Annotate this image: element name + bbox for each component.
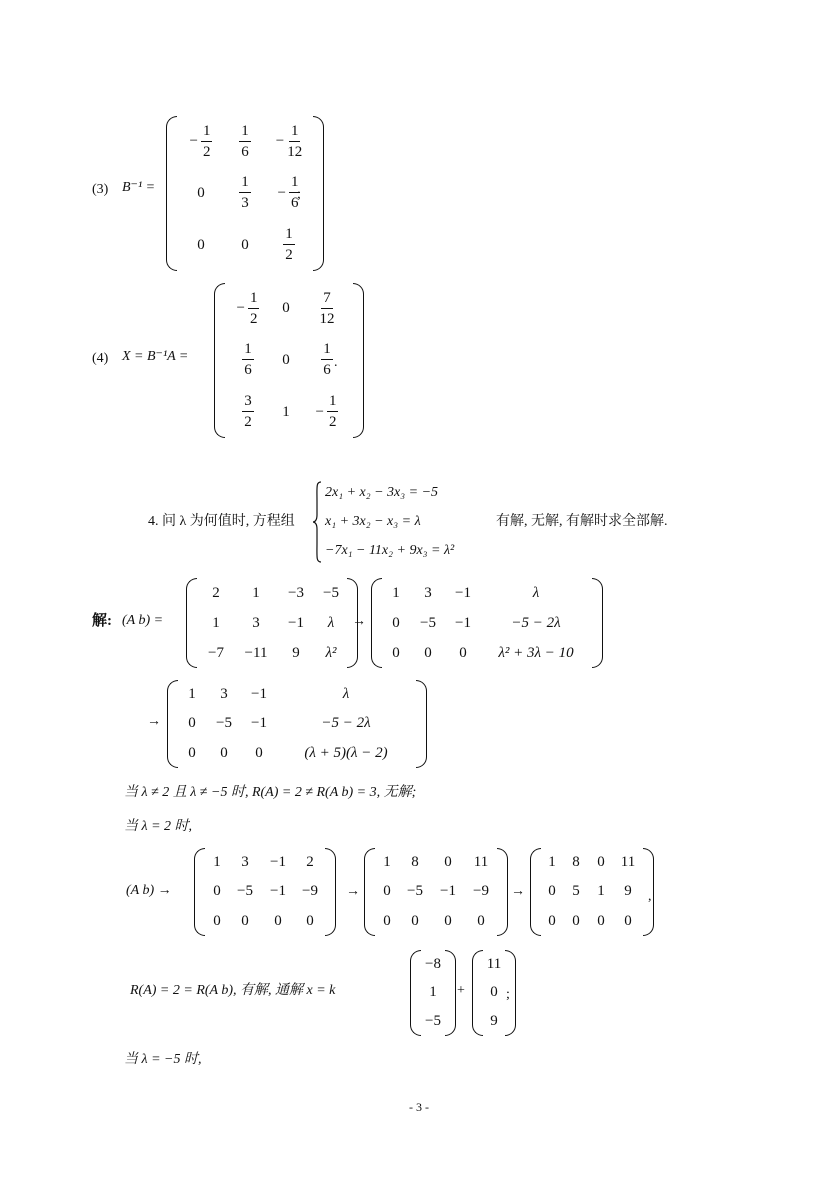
item3-lhs: B⁻¹ =: [122, 180, 156, 195]
matrix-m6-cell-2-0: 0: [548, 912, 556, 929]
matrix-m6-cell-1-1: 5: [572, 883, 580, 900]
b-inverse-cell-0-0: − $\frac{1}{2}$: [189, 122, 211, 160]
matrix-m3-cell-0-1: 3: [220, 686, 228, 703]
basis-vector-cell-0-0: −8: [425, 955, 441, 972]
augmented-matrix-1: [184, 578, 360, 668]
b-inverse-cell-2-2: $\frac{1}{2}$: [285, 226, 293, 264]
x-matrix-cell-0-0: − $\frac{1}{2}$: [236, 289, 258, 327]
b-inverse-cell-1-1: $\frac{1}{3}$: [241, 174, 249, 212]
matrix-comma: ,: [648, 889, 652, 904]
arrow-4: →: [511, 884, 525, 899]
matrix-m2-cell-0-1: 3: [424, 584, 432, 601]
basis-vector-cell-1-0: 1: [429, 984, 437, 1001]
x-matrix-cell-2-0: $\frac{3}{2}$: [244, 393, 252, 431]
system-eq1: 2x₁ + x₂ − 3x₃ = −5: [325, 485, 439, 500]
matrix-m6-cell-1-0: 0: [548, 883, 556, 900]
matrix-m3-cell-0-0: 1: [188, 686, 196, 703]
matrix-m3-cell-2-3: (λ + 5)(λ − 2): [304, 744, 388, 761]
matrix-m2-cell-0-3: λ: [532, 584, 540, 601]
augmented-matrix-4: [192, 848, 338, 936]
system-eq3: −7x₁ − 11x₂ + 9x₃ = λ²: [325, 543, 455, 558]
general-solution-text: R(A) = 2 = R(A b), 有解, 通解 x = k: [130, 983, 336, 998]
matrix-m6-cell-1-3: 9: [624, 883, 632, 900]
x-matrix-cell-1-2: $\frac{1}{6}$: [323, 341, 331, 379]
item4-punct: .: [334, 355, 338, 370]
matrix-m1-cell-2-0: −7: [208, 644, 224, 661]
matrix-m3-cell-0-2: −1: [251, 686, 267, 703]
matrix-m2-cell-2-2: 0: [459, 644, 467, 661]
matrix-m4-cell-1-2: −1: [270, 883, 286, 900]
x-matrix-cell-2-2: − $\frac{1}{2}$: [315, 393, 337, 431]
matrix-m1-cell-2-2: 9: [292, 644, 300, 661]
matrix-m2-cell-0-0: 1: [392, 584, 400, 601]
item4-label: (4): [92, 351, 109, 366]
matrix-m3-cell-2-2: 0: [255, 744, 263, 761]
x-matrix-cell-2-1: 1: [282, 403, 290, 420]
matrix-m3-cell-0-3: λ: [342, 686, 350, 703]
matrix-m2-cell-2-1: 0: [424, 644, 432, 661]
matrix-m4-cell-2-0: 0: [213, 912, 221, 929]
matrix-m6-cell-0-1: 8: [572, 854, 580, 871]
matrix-m3-cell-1-3: −5 − 2λ: [321, 715, 371, 732]
case-2-text: 当 λ = 2 时,: [124, 819, 193, 834]
matrix-m5-cell-2-1: 0: [411, 912, 419, 929]
particular-vector-cell-2-0: 9: [490, 1013, 498, 1030]
x-matrix-cell-1-0: $\frac{1}{6}$: [244, 341, 252, 379]
b-inverse-cell-2-1: 0: [241, 236, 249, 253]
matrix-m2-cell-1-3: −5 − 2λ: [511, 614, 561, 631]
matrix-m4-cell-2-1: 0: [241, 912, 249, 929]
matrix-m5-cell-2-3: 0: [477, 912, 485, 929]
matrix-m3-cell-1-2: −1: [251, 715, 267, 732]
matrix-m5-cell-0-1: 8: [411, 854, 419, 871]
matrix-m5-cell-1-1: −5: [407, 883, 423, 900]
matrix-m4-cell-2-3: 0: [306, 912, 314, 929]
matrix-m1-cell-1-2: −1: [288, 614, 304, 631]
matrix-m1-cell-1-0: 1: [212, 614, 220, 631]
matrix-m1-cell-2-1: −11: [244, 644, 268, 661]
x-matrix-cell-0-2: $\frac{7}{12}$: [319, 289, 335, 327]
matrix-m5-cell-1-3: −9: [473, 883, 489, 900]
matrix-m1-cell-2-3: λ²: [325, 644, 337, 661]
solution-lhs: (A b) =: [122, 613, 164, 628]
matrix-m2-cell-2-0: 0: [392, 644, 400, 661]
particular-vector: [470, 950, 518, 1036]
basis-vector: [408, 950, 458, 1036]
matrix-m4-cell-2-2: 0: [274, 912, 282, 929]
item3-punct: ;: [297, 187, 301, 202]
matrix-m4-cell-0-1: 3: [241, 854, 249, 871]
matrix-m4-cell-1-0: 0: [213, 883, 221, 900]
matrix-m4-cell-0-3: 2: [306, 854, 314, 871]
matrix-m6-cell-2-2: 0: [597, 912, 605, 929]
matrix-m1-cell-0-1: 1: [252, 584, 260, 601]
vector-semicolon: ;: [506, 987, 510, 1002]
augmented-matrix-6: [528, 848, 656, 936]
matrix-m6-cell-0-3: 11: [620, 854, 636, 871]
basis-vector-cell-2-0: −5: [425, 1013, 441, 1030]
matrix-m4-cell-1-3: −9: [302, 883, 318, 900]
augmented-matrix-2: [369, 578, 605, 668]
item4-lhs: X = B⁻¹A =: [122, 349, 189, 364]
solution-label: 解:: [92, 613, 112, 629]
b-inverse-cell-0-1: $\frac{1}{6}$: [241, 122, 249, 160]
matrix-m5-cell-0-0: 1: [383, 854, 391, 871]
case-1-text: 当 λ ≠ 2 且 λ ≠ −5 时, R(A) = 2 ≠ R(A b) = 3, 无解;: [124, 785, 417, 800]
matrix-m2-cell-1-0: 0: [392, 614, 400, 631]
particular-vector-cell-0-0: 11: [486, 955, 502, 972]
matrix-m6-cell-2-1: 0: [572, 912, 580, 929]
problem4-prefix: 4. 问 λ 为何值时, 方程组: [148, 514, 295, 529]
problem4-suffix: 有解, 无解, 有解时求全部解.: [496, 514, 668, 529]
matrix-m5-cell-2-0: 0: [383, 912, 391, 929]
matrix-m1-cell-1-3: λ: [327, 614, 335, 631]
solution-lhs-2: (A b) →: [126, 883, 172, 898]
matrix-m1-cell-0-3: −5: [323, 584, 339, 601]
matrix-m2-cell-1-2: −1: [455, 614, 471, 631]
matrix-m4-cell-0-2: −1: [270, 854, 286, 871]
matrix-m6-cell-0-0: 1: [548, 854, 556, 871]
augmented-matrix-5: [362, 848, 510, 936]
page-number: - 3 -: [409, 1100, 429, 1114]
x-matrix-cell-0-1: 0: [282, 300, 290, 317]
arrow-3: →: [346, 884, 360, 899]
case-3-text: 当 λ = −5 时,: [124, 1052, 202, 1067]
matrix-m4-cell-1-1: −5: [237, 883, 253, 900]
matrix-x: [212, 283, 366, 438]
matrix-m5-cell-0-2: 0: [444, 854, 452, 871]
plus-sign: +: [457, 983, 465, 998]
item3-label: (3): [92, 182, 109, 197]
matrix-m1-cell-0-2: −3: [288, 584, 304, 601]
matrix-m5-cell-2-2: 0: [444, 912, 452, 929]
matrix-m3-cell-1-0: 0: [188, 715, 196, 732]
arrow-1: →: [352, 614, 366, 629]
b-inverse-cell-0-2: − $\frac{1}{12}$: [275, 122, 303, 160]
matrix-m1-cell-0-0: 2: [212, 584, 220, 601]
matrix-m2-cell-0-2: −1: [455, 584, 471, 601]
matrix-m6-cell-1-2: 1: [597, 883, 605, 900]
matrix-m6-cell-2-3: 0: [624, 912, 632, 929]
particular-vector-cell-1-0: 0: [490, 984, 498, 1001]
matrix-m1-cell-1-1: 3: [252, 614, 260, 631]
matrix-m5-cell-1-2: −1: [440, 883, 456, 900]
matrix-m2-cell-2-3: λ² + 3λ − 10: [498, 644, 574, 661]
matrix-m3-cell-2-1: 0: [220, 744, 228, 761]
augmented-matrix-3: [165, 680, 429, 768]
system-brace: [312, 481, 322, 563]
arrow-2: →: [147, 714, 161, 729]
b-inverse-cell-2-0: 0: [197, 236, 205, 253]
matrix-m6-cell-0-2: 0: [597, 854, 605, 871]
b-inverse-cell-1-0: 0: [197, 184, 205, 201]
b-inverse-cell-1-2: − $\frac{1}{6}$: [277, 174, 299, 212]
x-matrix-cell-1-1: 0: [282, 351, 290, 368]
matrix-b-inverse: [164, 116, 326, 271]
matrix-m3-cell-1-1: −5: [216, 715, 232, 732]
matrix-m2-cell-1-1: −5: [420, 614, 436, 631]
matrix-m5-cell-1-0: 0: [383, 883, 391, 900]
matrix-m5-cell-0-3: 11: [473, 854, 489, 871]
matrix-m4-cell-0-0: 1: [213, 854, 221, 871]
matrix-m3-cell-2-0: 0: [188, 744, 196, 761]
system-eq2: x₁ + 3x₂ − x₃ = λ: [325, 514, 421, 529]
